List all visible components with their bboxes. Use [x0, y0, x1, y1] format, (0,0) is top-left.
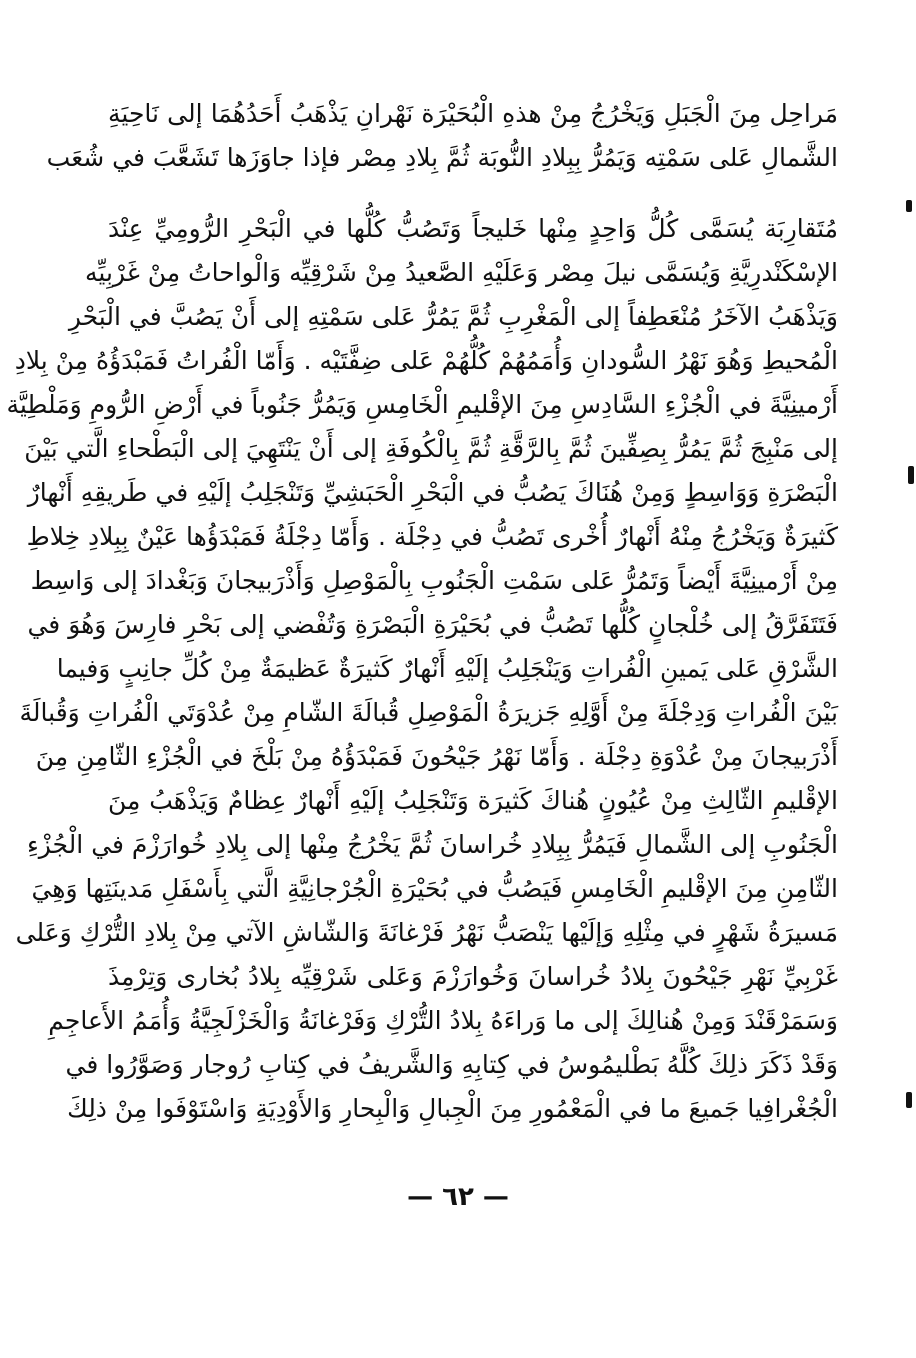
text-line: أَرْمينِيَّةَ في الْجُزْءِ السَّادِسِ مِنَ الإقْليمِ الْخَامِسِ وَيَمُرُّ جَنُوباً في أَرْضِ الرُّومِ وَمَلْطِيَّة [6, 390, 838, 419]
text-line: الشَّرْقِ عَلى يَمينِ الْفُراتِ وَيَنْجَلِبُ إلَيْهِ أَنْهارٌ كَثيرَةٌ عَظيمَةٌ مِنْ كُلِّ جانِبٍ وَفيما [56, 654, 838, 683]
text-line: الشَّمالِ عَلى سَمْتِه وَيَمُرُّ بِبِلادِ النُّوبَة ثُمَّ بِلادِ مِصْر فإذا جاوَزَها تَشَعَّبَ في شُعَب [46, 143, 838, 172]
text-line: الْبَصْرَةِ وَوَاسِطٍ وَمِنْ هُنَاكَ يَصُبُّ في الْبَحْرِ الْحَبَشِيِّ وَتَنْجَلِبُ إلَيْهِ في طَريقِهِ أَنْهارٌ [27, 478, 838, 507]
text-line: مَراحِل مِنَ الْجَبَلِ وَيَخْرُجُ مِنْ هذهِ الْبُحَيْرَة نَهْرانِ يَذْهَبُ أَحَدُهُمَا إلى نَاحِيَةِ [108, 99, 838, 128]
text-line: مَسيرَةُ شَهْرٍ في مِثْلِهِ وَإلَيْها يَنْصَبُّ نَهْرُ فَرْغانَةَ وَالشّاشِ الآتي مِنْ بِلادِ التُّرْكِ وَعَلى [15, 918, 838, 947]
margin-mark [906, 200, 912, 212]
margin-mark [908, 466, 914, 484]
text-line: مُتَقارِبَة يُسَمَّى كُلُّ وَاحِدٍ مِنْها خَليجاً وَتَصُبُّ كُلُّها في الْبَحْرِ الرُّومِيِّ عِنْدَ [108, 214, 838, 243]
text-line: الإسْكَنْدرِيَّةِ وَيُسَمَّى نيلَ مِصْر وَعَلَيْهِ الصَّعيدُ مِنْ شَرْقِيِّه وَالْواحاتُ مِنْ غَرْبِيِّه [85, 258, 838, 287]
text-line: غَرْبِيِّ نَهْرِ جَيْحُونَ بِلادُ خُراسانَ وَخُوارَزْمَ وَعَلى شَرْقِيِّه بِلادُ بُخارى وَتِرْمِذَ [108, 962, 838, 991]
text-line: الْمُحيطِ وَهُوَ نَهْرُ السُّودانِ وَأُمَمُهُمْ كُلُّهُمْ عَلى ضِفَّتَيْه . وَأَمّا الْفُراتُ فَمَبْدَؤُهُ مِنْ بِلادِ [14, 346, 838, 375]
text-line: إلى مَنْبِجَ ثُمَّ يَمُرُّ بِصِفِّينَ ثُمَّ بِالرَّقَّةِ ثُمَّ بِالْكُوفَةِ إلى أَنْ يَنْتَهِيَ إلى الْبَطْحاءِ الَّتي بَيْنَ [24, 434, 838, 463]
body-text [6, 0, 838, 1160]
margin-mark [906, 1092, 912, 1108]
text-line: الْجَنُوبِ إلى الشَّمالِ فَيَمُرُّ بِبِلادِ خُراسانَ ثُمَّ يَخْرُجُ مِنْها إلى بِلادِ خُوارَزْمَ في الْجُزْءِ [27, 830, 838, 859]
text-line: بَيْنَ الْفُراتِ وَدِجْلَةَ مِنْ أَوَّلِهِ جَزيرَةُ الْمَوْصِلِ قُبالَةَ الشّامِ مِنْ عُدْوَتَي الْفُراتِ وَقُبالَةَ [19, 698, 838, 727]
text-line: وَيَذْهَبُ الآخَرُ مُنْعَطِفاً إلى الْمَغْرِبِ ثُمَّ يَمُرُّ عَلى سَمْتِهِ إلى أَنْ يَصُبَّ في الْبَحْرِ [68, 302, 838, 331]
text-line: وَسَمَرْقَنْدَ وَمِنْ هُنالِكَ إلى ما وَراءَهُ بِلادُ التُّرْكِ وَفَرْغانَةُ وَالْخَزْلَجِيَّةُ وَأُمَمُ الأَعاجِمِ [48, 1006, 838, 1035]
text-line: أَذْرَبيجانَ مِنْ عُدْوَةِ دِجْلَة . وَأَمّا نَهْرُ جَيْحُونَ فَمَبْدَؤُهُ مِنْ بَلْخَ في الْجُزْءِ الثّامِنِ مِنَ [35, 742, 838, 771]
text-line: فَتَتَفَرَّقُ إلى خُلْجانٍ كُلُّها تَصُبُّ في بُحَيْرَةِ الْبَصْرَةِ وَتُفْضي إلى بَحْرِ فارِسَ وَهُوَ في [27, 610, 838, 639]
text-line: الثّامِنِ مِنَ الإقْليمِ الْخَامِسِ فَيَصُبُّ في بُحَيْرَةِ الْجُرْجانِيَّةِ الَّتي بِأَسْفَلِ مَدينَتِها وَهِيَ [31, 874, 838, 903]
text-line: مِنْ أَرْمينِيَّةَ أَيْضاً وَتَمُرُّ عَلى سَمْتِ الْجَنُوبِ بِالْمَوْصِلِ وَأَذْرَبيجانَ وَبَغْدادَ إلى وَاسِط [30, 566, 838, 595]
text-line: كَثيرَةٌ وَيَخْرُجُ مِنْهُ أَنْهارٌ أُخْرى تَصُبُّ في دِجْلَة . وَأَمّا دِجْلَةُ فَمَبْدَؤُها عَيْنٌ بِبِلادِ خِلاطِ [26, 522, 838, 551]
text-line: الإقْليمِ الثّالِثِ مِنْ عُيُونٍ هُناكَ كَثيرَة وَتَنْجَلِبُ إلَيْهِ أَنْهارٌ عِظامٌ وَيَذْهَبُ مِنَ [108, 786, 838, 815]
text-line: وَقَدْ ذَكَرَ ذلِكَ كُلَّهُ بَطْليمُوسُ في كِتابِهِ وَالشَّريفُ في كِتابِ رُوجار وَصَوَّرُوا في [65, 1050, 838, 1079]
page-number: — ٦٢ — [407, 1182, 509, 1212]
text-line: الْجُغْرافِيا جَميعَ ما في الْمَعْمُورِ مِنَ الْجِبالِ وَالْبِحارِ وَالأَوْدِيَةِ وَاسْتَوْفَوا مِنْ ذلِكَ [67, 1094, 838, 1123]
